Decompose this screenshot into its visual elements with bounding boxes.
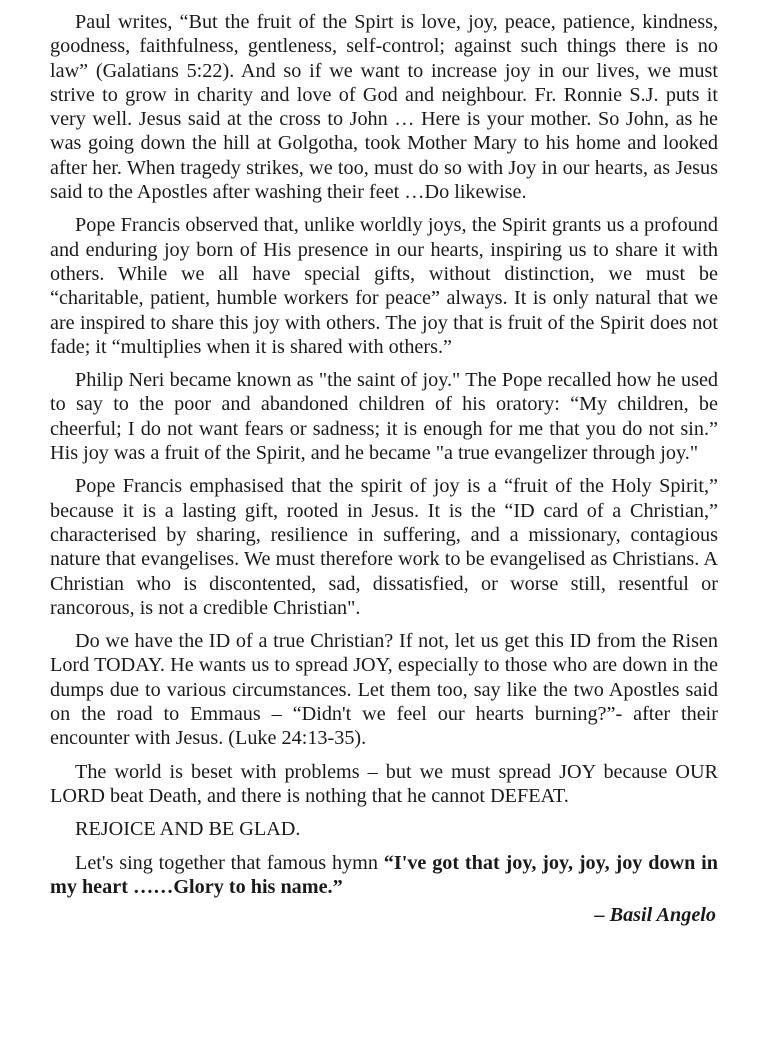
paragraph-spread-joy: The world is beset with problems – but we must spread JOY because OUR LORD beat Death, and there is nothing that he cannot DEFEAT. xyxy=(50,760,718,807)
author-signature: – Basil Angelo xyxy=(594,904,716,927)
paragraph-rejoice: REJOICE AND BE GLAD. xyxy=(75,818,301,841)
paragraph-hymn xyxy=(50,851,718,900)
article-body xyxy=(50,10,718,927)
paragraph-philip-neri: Philip Neri became known as "the saint of joy." The Pope recalled how he used to say to the poor and abandoned children of his oratory: “My children, be cheerful; I do not want fears or sadness; it is enough for me that you do not sin.” His joy was a fruit of the Spirit, and he became "a true evangelizer through joy." xyxy=(50,369,718,465)
paragraph-pope-francis-joy: Pope Francis observed that, unlike worldly joys, the Spirit grants us a profound and enduring joy born of His presence in our hearts, inspiring us to share it with others. While we all have special gifts, without distinction, we must be “charitable, patient, humble workers for peace” always. It is only natural that we are inspired to share this joy with others. The joy that is fruit of the Spirit does not fade; it “multiplies when it is shared with others.” xyxy=(50,214,718,358)
hymn-lyrics: “I've got that joy, joy, joy, joy down in my heart ……Glory to his name.” xyxy=(50,851,718,898)
paragraph-true-christian: Do we have the ID of a true Christian? If not, let us get this ID from the Risen Lord TODAY. He wants us to spread JOY, especially to those who are down in the dumps due to various circumstances. Let them too, say like the two Apostles said on the road to Emmaus – “Didn't we feel our hearts burning?”- after their encounter with Jesus. (Luke 24:13-35). xyxy=(50,630,718,750)
paragraph-galatians: Paul writes, “But the fruit of the Spirt is love, joy, peace, patience, kindness, goodness, faithfulness, gentleness, self-control; against such things there is no law” (Galatians 5:22). And so if we want to increase joy in our lives, we must strive to grow in charity and love of God and neighbour. Fr. Ronnie S.J. puts it very well. Jesus said at the cross to John … Here is your mother. So John, as he was going down the hill at Golgotha, took Mother Mary to his home and looked after her. When tragedy strikes, we too, must do so with Joy in our hearts, as Jesus said to the Apostles after washing their feet …Do likewise. xyxy=(50,11,718,204)
hymn-intro: Let's sing together that famous hymn xyxy=(75,851,384,874)
paragraph-id-card: Pope Francis emphasised that the spirit of joy is a “fruit of the Holy Spirit,” because it is a lasting gift, rooted in Jesus. It is the “ID card of a Christian,” characterised by sharing, resilience in suffering, and a missionary, contagious nature that evangelises. We must therefore work to be evangelised as Christians. A Christian who is discontented, sad, dissatisfied, or worse still, resentful or rancorous, is not a credible Christian". xyxy=(50,475,718,619)
